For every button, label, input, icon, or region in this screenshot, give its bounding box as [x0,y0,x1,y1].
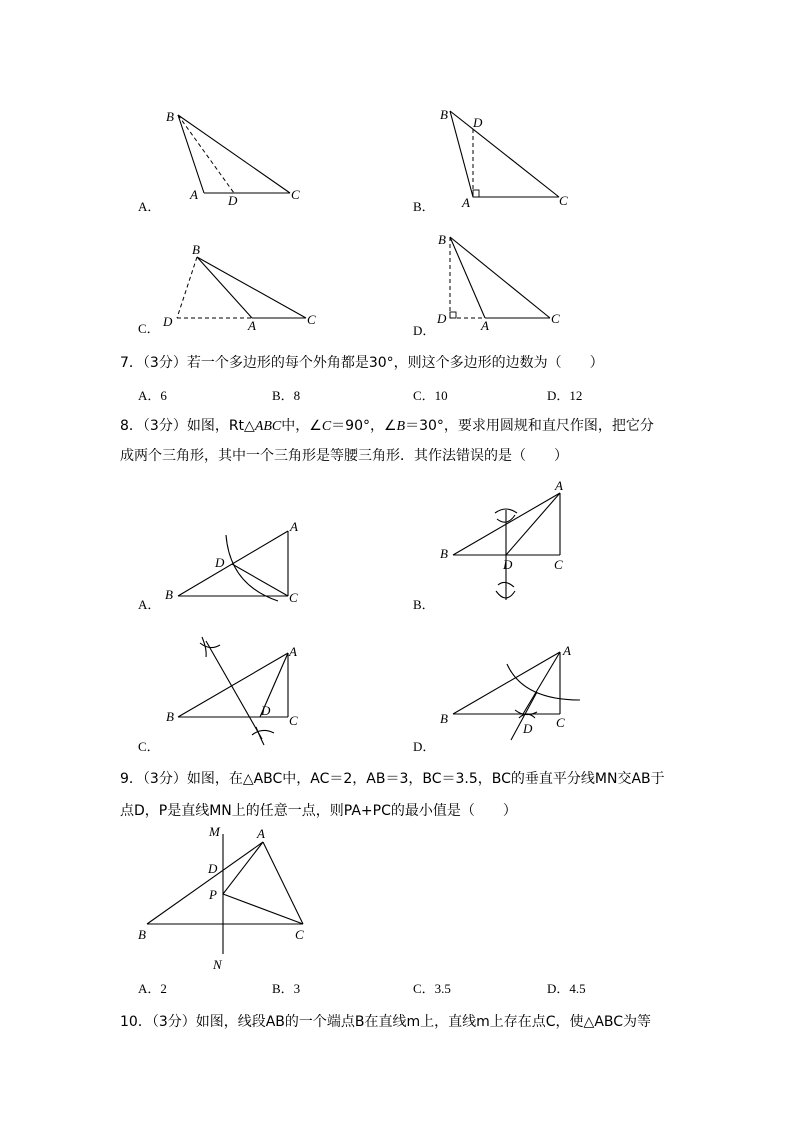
q8-figure-c [160,635,310,750]
label-A: A [555,478,563,493]
label-A: A [462,195,470,210]
label-A: A [248,318,256,333]
label-D: D [215,555,225,570]
q6-option-a[interactable]: A． [138,199,161,214]
label-P: P [209,887,217,902]
q8-stem-line2: 成两个三角形，其中一个三角形是等腰三角形．其作法错误的是（ ） [120,448,568,464]
q9-stem-line1: 9．（3分）如图，在△ABC中，AC＝2，AB＝3，BC＝3.5，BC的垂直平分线MN交AB于 [120,771,665,787]
q9-choice-a[interactable]: A．2 [138,981,167,996]
label-D: D [503,557,513,572]
label-B: B [440,107,448,122]
q6-option-c[interactable]: C． [138,321,160,336]
label-B: B [438,232,446,247]
label-A: A [257,826,265,841]
q7-choice-c[interactable]: C．10 [413,388,448,403]
label-C: C [289,590,298,605]
label-B: B [440,711,448,726]
q7-stem: 7．（3分）若一个多边形的每个外角都是30°，则这个多边形的边数为（ ） [120,355,604,371]
label-A: A [190,187,198,202]
label-D: D [473,115,483,130]
label-C: C [559,193,568,208]
q7-choice-a[interactable]: A．6 [138,388,167,403]
label-D: D [163,314,173,329]
label-A: A [563,643,571,658]
label-C: C [295,927,304,942]
label-D: D [228,193,238,208]
label-B: B [166,709,174,724]
label-B: B [192,242,200,257]
label-D: D [437,311,447,326]
q8-option-c[interactable]: C． [138,739,160,754]
q8-stem-line1: 8．（3分）如图，Rt△ABC中，∠C＝90°，∠B＝30°，要求用圆规和直尺作图，把它分 [120,418,654,434]
label-B: B [166,109,174,124]
q8-figure-d [435,640,595,750]
q7-choice-d[interactable]: D．12 [547,388,583,403]
label-C: C [307,312,316,327]
label-C: C [551,311,560,326]
label-B: B [440,546,448,561]
label-N: N [213,957,222,972]
label-A: A [289,644,297,659]
q9-choice-b[interactable]: B．3 [272,981,301,996]
q9-stem-line2: 点D，P是直线MN上的任意一点，则PA+PC的最小值是（ ） [120,803,517,819]
q6-option-b[interactable]: B． [413,199,435,214]
label-A: A [290,519,298,534]
label-C: C [291,187,300,202]
label-M: M [209,824,220,839]
label-C: C [554,557,563,572]
q6-figure-d [435,228,585,338]
q6-figure-a [160,105,320,215]
q8-figure-a [160,515,310,615]
label-B: B [165,587,173,602]
label-A: A [481,318,489,333]
label-D: D [208,861,218,876]
q8-option-b[interactable]: B． [413,597,435,612]
q9-choice-d[interactable]: D．4.5 [547,981,586,996]
label-C: C [289,713,298,728]
q8-option-d[interactable]: D． [413,739,436,754]
q8-figure-b [435,475,595,605]
q10-stem-line1: 10．（3分）如图，线段AB的一个端点B在直线m上，直线m上存在点C，使△ABC为等 [120,1014,652,1030]
label-D: D [523,721,533,736]
label-C: C [556,715,565,730]
q6-option-d[interactable]: D． [413,323,436,338]
q9-choice-c[interactable]: C．3.5 [413,981,451,996]
q7-choice-b[interactable]: B．8 [272,388,301,403]
q6-figure-c [160,240,330,340]
q8-option-a[interactable]: A． [138,597,161,612]
q9-figure [135,822,325,972]
label-B: B [138,927,146,942]
label-D: D [261,703,271,718]
q6-figure-b [435,105,585,215]
